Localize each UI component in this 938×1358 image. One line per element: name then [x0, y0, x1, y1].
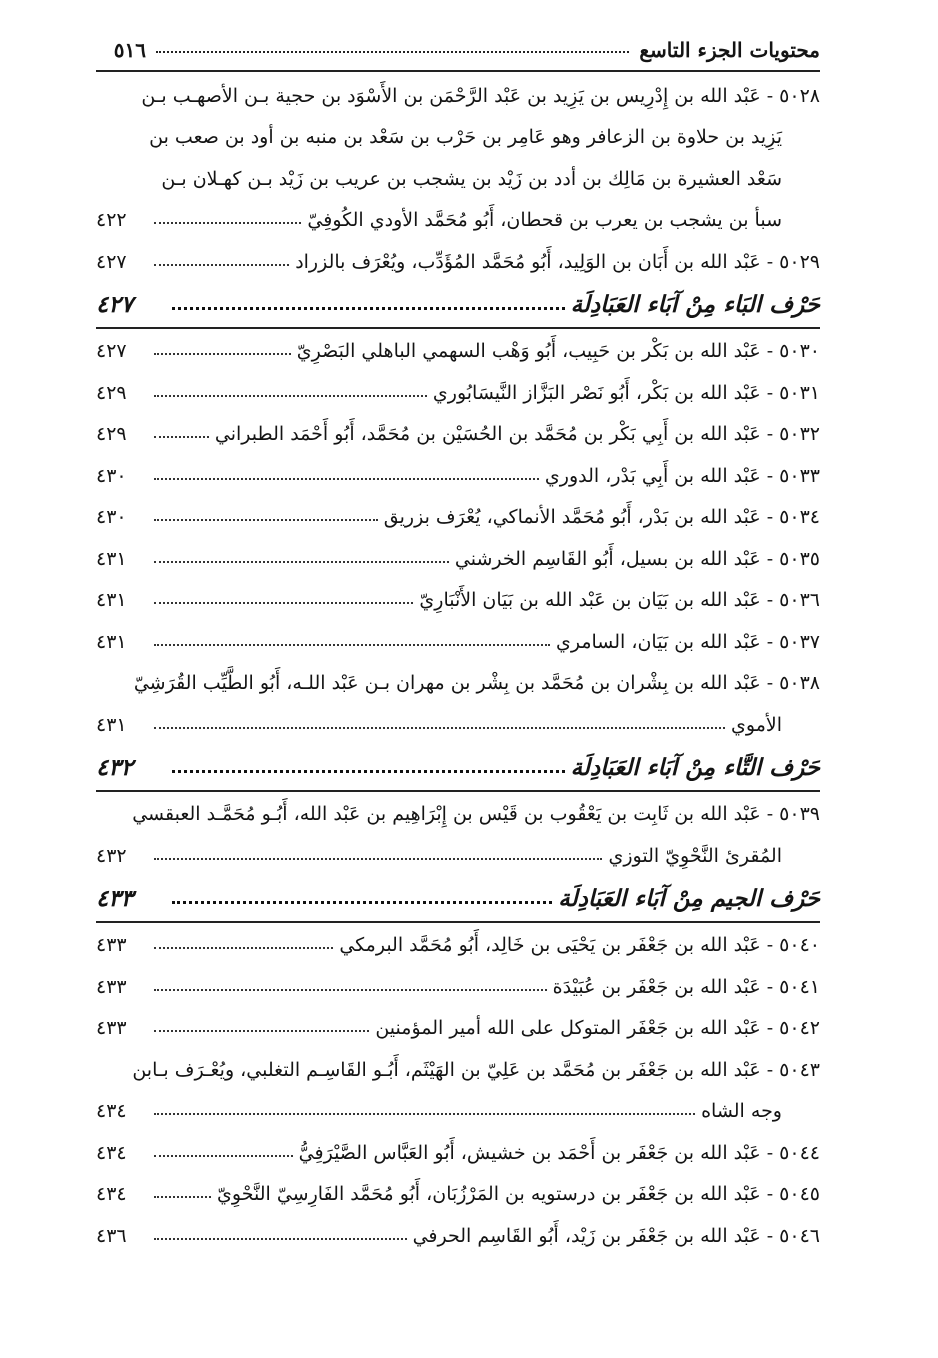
entry-line	[96, 663, 820, 705]
section-leader	[172, 901, 552, 904]
entry-text: سبأ بن يشجب بن يعرب بن قحطان، أَبُو مُحَمَّد الأودي الكُوفِيّ	[307, 209, 782, 232]
entry-text: عَبْد الله بن جَعْفَر بن أَحْمَد بن خشيش، أَبُو العَبَّاس الصَّيْرَفِيُّ	[298, 1141, 761, 1164]
entry-number: ٥٠٢٨ -	[766, 84, 820, 107]
entry-page-number: ٤٣٤	[96, 1100, 127, 1123]
header-leader	[156, 51, 629, 53]
entry-line	[96, 1091, 820, 1133]
entry-page-number: ٤٣١	[96, 589, 127, 612]
entry-leader	[154, 1238, 407, 1240]
entry-page-number: ٤٣١	[96, 630, 127, 653]
entry-line	[96, 1008, 820, 1050]
entry-line	[96, 1215, 820, 1257]
header-title: محتويات الجزء التاسع	[639, 38, 820, 62]
entry-line	[96, 835, 820, 877]
entry-line	[96, 117, 820, 159]
entry-line	[96, 1174, 820, 1216]
entry-leader	[154, 947, 333, 949]
entry-line	[96, 414, 820, 456]
entry-leader	[154, 222, 301, 224]
entry-number: ٥٠٣٦ -	[766, 589, 820, 612]
entry-text: عَبْد الله بن ثَابِت بن يَعْقُوب بن قَيْس بن إِبْرَاهِيم بن عَبْد الله، أَبُـو مُحَمَّـد العبقسي	[132, 803, 761, 826]
entry-text: عَبْد الله بن بسيل، أَبُو القَاسِم الخرشني	[454, 547, 761, 570]
entry-text: المُقرئ النَّحْوِيّ التوزي	[608, 844, 782, 867]
entry-leader	[154, 264, 289, 266]
entry-number: ٥٠٣٧ -	[766, 630, 820, 653]
entry-line	[96, 580, 820, 622]
entry-text: عَبْد الله بن جَعْفَر بن مُحَمَّد بن عَلِيّ بن الهَيْثَم، أَبُـو القَاسِـم التغلبي، ويُعْـرَف بـابن	[132, 1058, 761, 1081]
entry-page-number: ٤٣١	[96, 547, 127, 570]
entry-number: ٥٠٤٤ -	[766, 1141, 820, 1164]
entry-text: عَبْد الله بن بِشْران بن مُحَمَّد بن بِشْر بن مهران بـن عَبْد اللـه، أَبُو الطَّيِّب القُرَشِيّ	[133, 672, 761, 695]
entry-leader	[154, 858, 602, 860]
entry-number: ٥٠٣٩ -	[766, 803, 820, 826]
section-title: حَرْف الجيم مِنْ آبَاء العَبَادِلَة	[558, 885, 820, 912]
entry-number: ٥٠٤٢ -	[766, 1017, 820, 1040]
section-heading	[96, 283, 820, 327]
entry-leader	[154, 561, 449, 563]
entry-number: ٥٠٣٢ -	[766, 423, 820, 446]
section-title: حَرْف التَّاء مِنْ آبَاء العَبَادِلَة	[570, 754, 820, 781]
entry-leader	[154, 519, 378, 521]
entry-text: عَبْد الله بن بَكْر بن حَبِيب، أَبُو وَهْب السهمي الباهلي البَصْرِيّ	[296, 340, 761, 363]
entry-number: ٥٠٢٩ -	[766, 250, 820, 273]
section-title: حَرْف البَاء مِنْ آبَاء العَبَادِلَة	[570, 291, 820, 318]
header-page-number: ٥١٦	[113, 38, 146, 62]
entry-text: وجه الشاه	[701, 1100, 782, 1123]
entry-text: عَبْد الله بن إِدْرِيس بن يَزِيد بن عَبْد الرَّحْمَن بن الأَسْوَد بن حجية بـن الأصهـب بـن	[141, 84, 761, 107]
entry-leader	[154, 436, 209, 438]
entry-text: عَبْد الله بن جَعْفَر بن درستويه بن المَرْزُبَان، أَبُو مُحَمَّد الفَارِسِيّ النَّحْوِيّ	[217, 1183, 761, 1206]
running-header	[96, 30, 820, 70]
entry-line	[96, 966, 820, 1008]
entry-leader	[154, 1155, 293, 1157]
section-heading	[96, 877, 820, 921]
entry-number: ٥٠٤٦ -	[766, 1224, 820, 1247]
entry-page-number: ٤٣٠	[96, 506, 127, 529]
entry-text: عَبْد الله بن جَعْفَر بن عُبَيْدَة	[552, 975, 761, 998]
entry-text: عَبْد الله بن أَبِي بَكْر بن مُحَمَّد بن الحُسَيْن بن مُحَمَّد، أَبُو أَحْمَد الطبراني	[214, 423, 761, 446]
section-page-number: ٤٣٣	[96, 885, 134, 912]
entry-page-number: ٤٢٩	[96, 381, 127, 404]
entry-leader	[154, 727, 725, 729]
entry-line	[96, 75, 820, 117]
entry-line	[96, 538, 820, 580]
entry-page-number: ٤٣٢	[96, 844, 127, 867]
entry-page-number: ٤٢٩	[96, 423, 127, 446]
entry-leader	[154, 353, 291, 355]
entry-line	[96, 331, 820, 373]
entry-line	[96, 1049, 820, 1091]
contents-list	[96, 75, 820, 1257]
entry-line	[96, 158, 820, 200]
section-leader	[172, 770, 565, 773]
entry-page-number: ٤٣٣	[96, 934, 127, 957]
entry-text: عَبْد الله بن بَدْر، أَبُو مُحَمَّد الأنماكي، يُعْرَف بزريق	[383, 506, 761, 529]
entry-number: ٥٠٣١ -	[766, 381, 820, 404]
entry-leader	[154, 1196, 211, 1198]
entry-number: ٥٠٣٠ -	[766, 340, 820, 363]
section-rule	[96, 327, 820, 329]
entry-text: عَبْد الله بن جَعْفَر المتوكل على الله أمير المؤمنين	[375, 1017, 761, 1040]
book-page	[96, 30, 820, 1257]
entry-page-number: ٤٣٣	[96, 1017, 127, 1040]
entry-page-number: ٤٢٧	[96, 250, 127, 273]
entry-leader	[154, 644, 550, 646]
section-rule	[96, 921, 820, 923]
section-leader	[172, 307, 565, 310]
entry-line	[96, 497, 820, 539]
entry-text: الأموي	[731, 713, 782, 736]
entry-text: عَبْد الله بن أَبِي بَدْر، الدوري	[544, 464, 761, 487]
entry-leader	[154, 602, 413, 604]
entry-leader	[154, 1030, 369, 1032]
entry-page-number: ٤٣١	[96, 713, 127, 736]
entry-number: ٥٠٣٥ -	[766, 547, 820, 570]
entry-leader	[154, 1113, 695, 1115]
section-page-number: ٤٢٧	[96, 291, 134, 318]
entry-page-number: ٤٣٠	[96, 464, 127, 487]
entry-number: ٥٠٤٥ -	[766, 1183, 820, 1206]
entry-number: ٥٠٣٨ -	[766, 672, 820, 695]
entry-leader	[154, 989, 547, 991]
entry-text: عَبْد الله بن بَيَان بن عَبْد الله بن بَيَان الأَنْبَارِيّ	[419, 589, 761, 612]
entry-text: عَبْد الله بن أَبَان بن الوَلِيد، أَبُو مُحَمَّد المُؤَدِّب، ويُعْرَف بالزراد	[295, 250, 761, 273]
entry-text: سَعْد العشيرة بن مَالِك بن أدد بن زَيْد بن يشجب بن عريب بن زَيْد بـن كهـلان بـن	[161, 167, 782, 190]
entry-line	[96, 925, 820, 967]
entry-line	[96, 241, 820, 283]
entry-line	[96, 372, 820, 414]
entry-page-number: ٤٣٤	[96, 1183, 127, 1206]
entry-page-number: ٤٢٧	[96, 340, 127, 363]
header-rule	[96, 70, 820, 72]
entry-text: عَبْد الله بن بَكْر، أَبُو نَصْر البَزَّاز النَّيسَابُوري	[432, 381, 761, 404]
entry-line	[96, 200, 820, 242]
entry-leader	[154, 395, 427, 397]
entry-number: ٥٠٤٠ -	[766, 934, 820, 957]
entry-page-number: ٤٣٣	[96, 975, 127, 998]
entry-number: ٥٠٣٤ -	[766, 506, 820, 529]
entry-page-number: ٤٣٦	[96, 1224, 127, 1247]
entry-text: عَبْد الله بن جَعْفَر بن زَيْد، أَبُو القَاسِم الحرفي	[412, 1224, 761, 1247]
section-heading	[96, 746, 820, 790]
entry-page-number: ٤٣٤	[96, 1141, 127, 1164]
entry-leader	[154, 478, 539, 480]
entry-text: يَزِيد بن حلاوة بن الزعافر وهو عَامِر بن حَرْب بن سَعْد بن منبه بن أود بن صعب بن	[149, 126, 782, 149]
entry-page-number: ٤٢٢	[96, 209, 127, 232]
entry-line	[96, 704, 820, 746]
entry-text: عَبْد الله بن بَيَان، السامري	[555, 630, 761, 653]
entry-number: ٥٠٣٣ -	[766, 464, 820, 487]
section-page-number: ٤٣٢	[96, 754, 134, 781]
entry-line	[96, 621, 820, 663]
entry-number: ٥٠٤٣ -	[766, 1058, 820, 1081]
entry-line	[96, 1132, 820, 1174]
entry-line	[96, 794, 820, 836]
entry-number: ٥٠٤١ -	[766, 975, 820, 998]
entry-text: عَبْد الله بن جَعْفَر بن يَحْيَى بن خَالِد، أَبُو مُحَمَّد البرمكي	[339, 934, 761, 957]
entry-line	[96, 455, 820, 497]
section-rule	[96, 790, 820, 792]
